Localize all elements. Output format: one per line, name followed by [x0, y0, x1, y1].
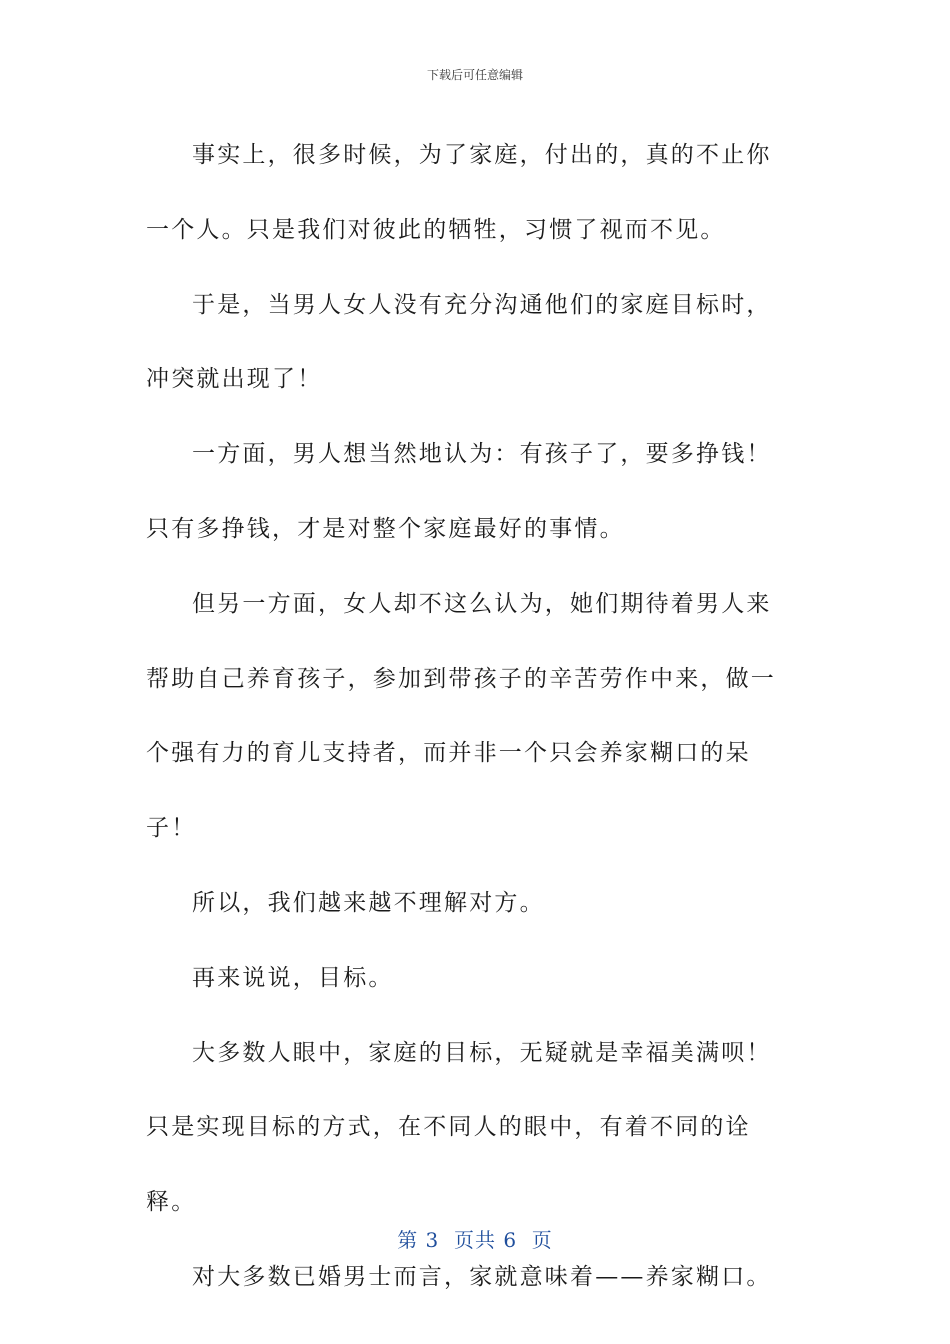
paragraph-3: 一方面，男人想当然地认为：有孩子了，要多挣钱！只有多挣钱，才是对整个家庭最好的事情。 [146, 441, 772, 542]
paragraph-5: 所以，我们越来越不理解对方。 [192, 889, 545, 916]
page-header: 下载后可任意编辑 [426, 68, 523, 82]
paragraph-6: 再来说说，目标。 [192, 964, 394, 991]
paragraph-2: 于是，当男人女人没有充分沟通他们的家庭目标时，冲突就出现了！ [146, 291, 772, 393]
document-body [146, 118, 796, 1315]
paragraph-4: 但另一方面，女人却不这么认为，她们期待着男人来帮助自己养育孩子，参加到带孩子的辛苦劳作中来，做一个强有力的育儿支持者，而并非一个只会养家糊口的呆子！ [146, 590, 776, 842]
paragraph-1: 事实上，很多时候，为了家庭，付出的，真的不止你一个人。只是我们对彼此的牺牲，习惯了视而不见。 [146, 142, 772, 243]
paragraph-8: 对大多数已婚男士而言，家就意味着——养家糊口。 [192, 1263, 772, 1290]
page-number-footer: 第 3 页共 6 页 [397, 1228, 553, 1252]
paragraph-7: 大多数人眼中，家庭的目标，无疑就是幸福美满呗！只是实现目标的方式，在不同人的眼中，有着不同的诠释。 [146, 1039, 772, 1216]
